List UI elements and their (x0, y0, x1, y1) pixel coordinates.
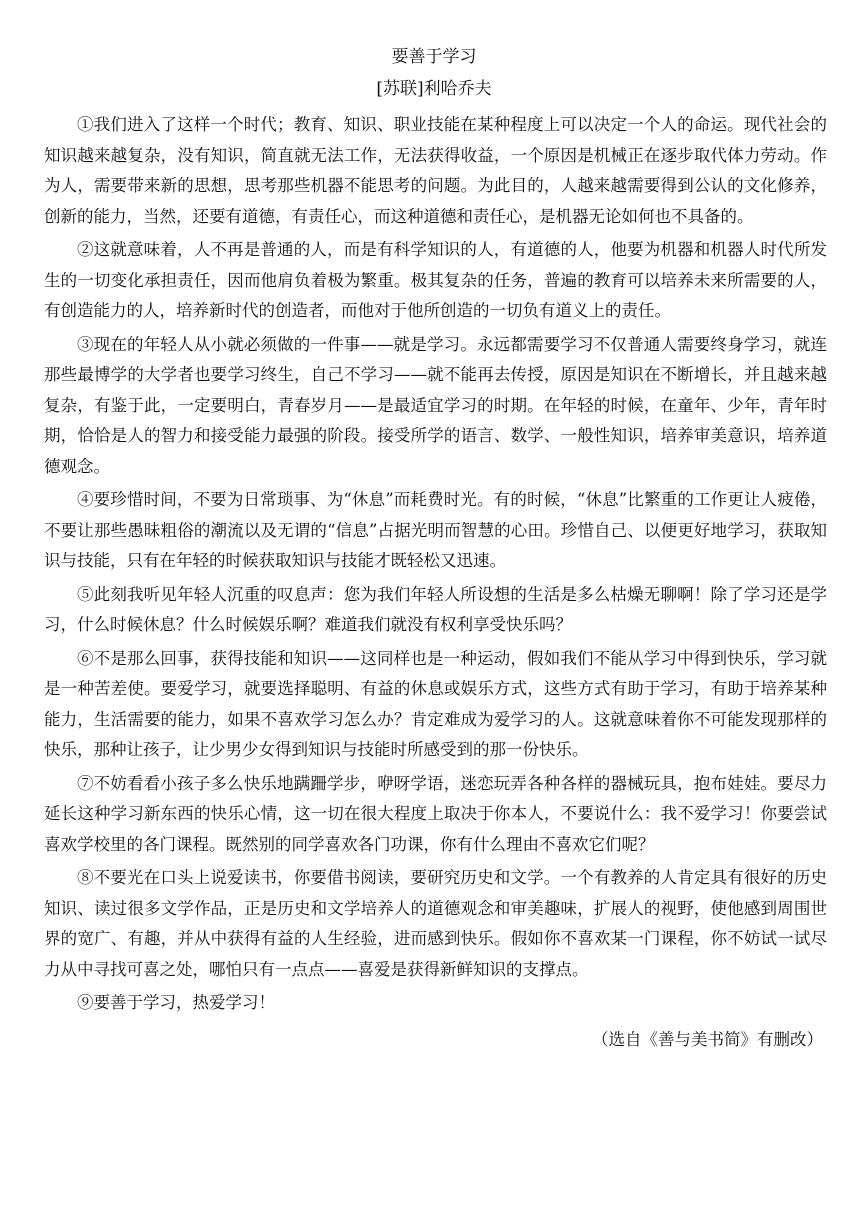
article-title: 要善于学习 (391, 47, 477, 67)
paragraph-4: ④要珍惜时间，不要为日常琐事、为“休息”而耗费时光。有的时候，“休息”比繁重的工作更让人疲倦，不要让那些愚昧粗俗的潮流以及无谓的“信息”占据光明而智慧的心田。珍惜自己、以便更好地学习，获取知识与技能，只有在年轻的时候获取知识与技能才既轻松又迅速。 (44, 490, 827, 570)
article-body (44, 110, 827, 1055)
paragraph-2: ②这就意味着，人不再是普通的人，而是有科学知识的人，有道德的人，他要为机器和机器人时代所发生的一切变化承担责任，因而他肩负着极为繁重。极其复杂的任务，普遍的教育可以培养未来所需要的人，有创造能力的人，培养新时代的创造者，而他对于他所创造的一切负有道义上的责任。 (44, 240, 827, 320)
paragraph-3: ③现在的年轻人从小就必须做的一件事——就是学习。永远都需要学习不仅普通人需要终身学习，就连那些最博学的大学者也要学习终生，自己不学习——就不能再去传授，原因是知识在不断增长，并且越来越复杂，有鉴于此，一定要明白，青春岁月——是最适宜学习的时期。在年轻的时候，在童年、少年，青年时期，恰恰是人的智力和接受能力最强的阶段。接受所学的语言、数学、一般性知识，培养审美意识，培养道德观念。 (44, 334, 827, 476)
paragraph-5: ⑤此刻我听见年轻人沉重的叹息声：您为我们年轻人所设想的生活是多么枯燥无聊啊！除了学习还是学习，什么时候休息？什么时候娱乐啊？难道我们就没有权利享受快乐吗？ (44, 584, 827, 634)
paragraph-6: ⑥不是那么回事，获得技能和知识——这同样也是一种运动，假如我们不能从学习中得到快乐，学习就是一种苦差使。要爱学习，就要选择聪明、有益的休息或娱乐方式，这些方式有助于学习，有助于培养某种能力，生活需要的能力，如果不喜欢学习怎么办？肯定难成为爱学习的人。这就意味着你不可能发现那样的快乐，那种让孩子，让少男少女得到知识与技能时所感受到的那一份快乐。 (44, 648, 827, 759)
article-author: [苏联]利哈乔夫 (376, 79, 492, 99)
paragraph-9: ⑨要善于学习，热爱学习！ (77, 993, 275, 1012)
source-citation: （选自《善与美书简》有删改） (592, 1029, 823, 1049)
paragraph-8: ⑧不要光在口头上说爱读书，你要借书阅读，要研究历史和文学。一个有教养的人肯定具有很好的历史知识、读过很多文学作品，正是历史和文学培养人的道德观念和审美趣味，扩展人的视野，使他感到周围世界的宽广、有趣，并从中获得有益的人生经验，进而感到快乐。假如你不喜欢某一门课程，你不妨试一试尽力从中寻找可喜之处，哪怕只有一点点——喜爱是获得新鲜知识的支撑点。 (44, 868, 827, 979)
paragraph-1: ①我们进入了这样一个时代；教育、知识、职业技能在某种程度上可以决定一个人的命运。现代社会的知识越来越复杂，没有知识，简直就无法工作，无法获得收益，一个原因是机械正在逐步取代体力劳动。作为人，需要带来新的思想，思考那些机器不能思考的问题。为此目的，人越来越需要得到公认的文化修养，创新的能力，当然，还要有道德，有责任心，而这种道德和责任心，是机器无论如何也不具备的。 (44, 115, 827, 226)
paragraph-7: ⑦不妨看看小孩子多么快乐地蹒跚学步，咿呀学语，迷恋玩弄各种各样的器械玩具，抱布娃娃。要尽力延长这种学习新东西的快乐心情，这一切在很大程度上取决于你本人，不要说什么：我不爱学习！你要尝试喜欢学校里的各门课程。既然别的同学喜欢各门功课，你有什么理由不喜欢它们呢？ (44, 773, 827, 854)
